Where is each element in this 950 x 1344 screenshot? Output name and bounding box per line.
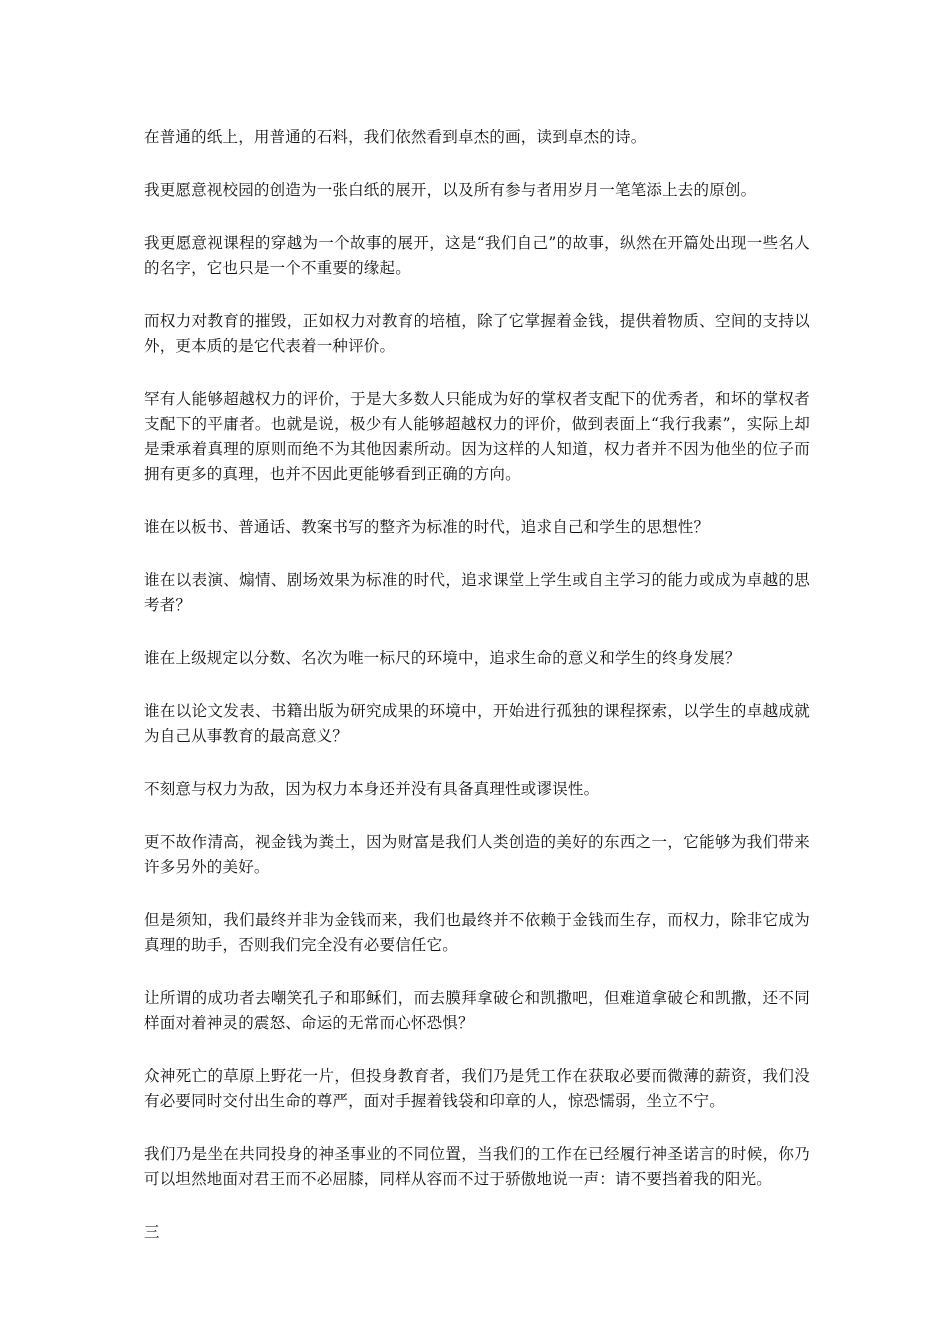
paragraph: 罕有人能够超越权力的评价，于是大多数人只能成为好的掌权者支配下的优秀者，和坏的掌权者支配下的平庸者。也就是说，极少有人能够超越权力的评价，做到表面上“我行我素”，实际上却是秉承着真理的原则而绝不为其他因素所动。因为这样的人知道，权力者并不因为他坐的位子而拥有更多的真理，也并不因此更能够看到正确的方向。	[144, 390, 810, 483]
paragraph: 但是须知，我们最终并非为金钱而来，我们也最终并不依赖于金钱而生存，而权力，除非它成为真理的助手，否则我们完全没有必要信任它。	[144, 911, 810, 954]
paragraph: 不刻意与权力为敌，因为权力本身还并没有具备真理性或谬误性。	[144, 780, 600, 798]
paragraph: 让所谓的成功者去嘲笑孔子和耶稣们，而去膜拜拿破仑和凯撒吧，但难道拿破仑和凯撒，还不同样面对着神灵的震怒、命运的无常而心怀恐惧？	[144, 989, 810, 1032]
paragraph: 谁在以表演、煽情、剧场效果为标准的时代，追求课堂上学生或自主学习的能力或成为卓越的思考者？	[144, 571, 810, 614]
document-body	[144, 125, 810, 1273]
section-heading: 三	[144, 1223, 160, 1241]
paragraph: 更不故作清高，视金钱为粪土，因为财富是我们人类创造的美好的东西之一，它能够为我们带来许多另外的美好。	[144, 833, 810, 876]
paragraph: 谁在上级规定以分数、名次为唯一标尺的环境中，追求生命的意义和学生的终身发展？	[144, 649, 741, 667]
paragraph: 谁在以论文发表、书籍出版为研究成果的环境中，开始进行孤独的课程探索，以学生的卓越成就为自己从事教育的最高意义？	[144, 702, 810, 745]
paragraph: 在普通的纸上，用普通的石料，我们依然看到卓杰的画，读到卓杰的诗。	[144, 128, 647, 146]
paragraph: 我更愿意视课程的穿越为一个故事的展开，这是“我们自己”的故事，纵然在开篇处出现一些名人的名字，它也只是一个不重要的缘起。	[144, 234, 810, 277]
paragraph: 众神死亡的草原上野花一片，但投身教育者，我们乃是凭工作在获取必要而微薄的薪资，我们没有必要同时交付出生命的尊严，面对手握着钱袋和印章的人，惊恐懦弱，坐立不宁。	[144, 1067, 810, 1110]
paragraph: 谁在以板书、普通话、教案书写的整齐为标准的时代，追求自己和学生的思想性？	[144, 518, 710, 536]
paragraph: 我更愿意视校园的创造为一张白纸的展开，以及所有参与者用岁月一笔笔添上去的原创。	[144, 181, 757, 199]
paragraph: 我们乃是坐在共同投身的神圣事业的不同位置，当我们的工作在已经履行神圣诺言的时候，你乃可以坦然地面对君王而不必屈膝，同样从容而不过于骄傲地说一声：请不要挡着我的阳光。	[144, 1145, 810, 1188]
paragraph: 而权力对教育的摧毁，正如权力对教育的培植，除了它掌握着金钱，提供着物质、空间的支持以外，更本质的是它代表着一种评价。	[144, 312, 810, 355]
